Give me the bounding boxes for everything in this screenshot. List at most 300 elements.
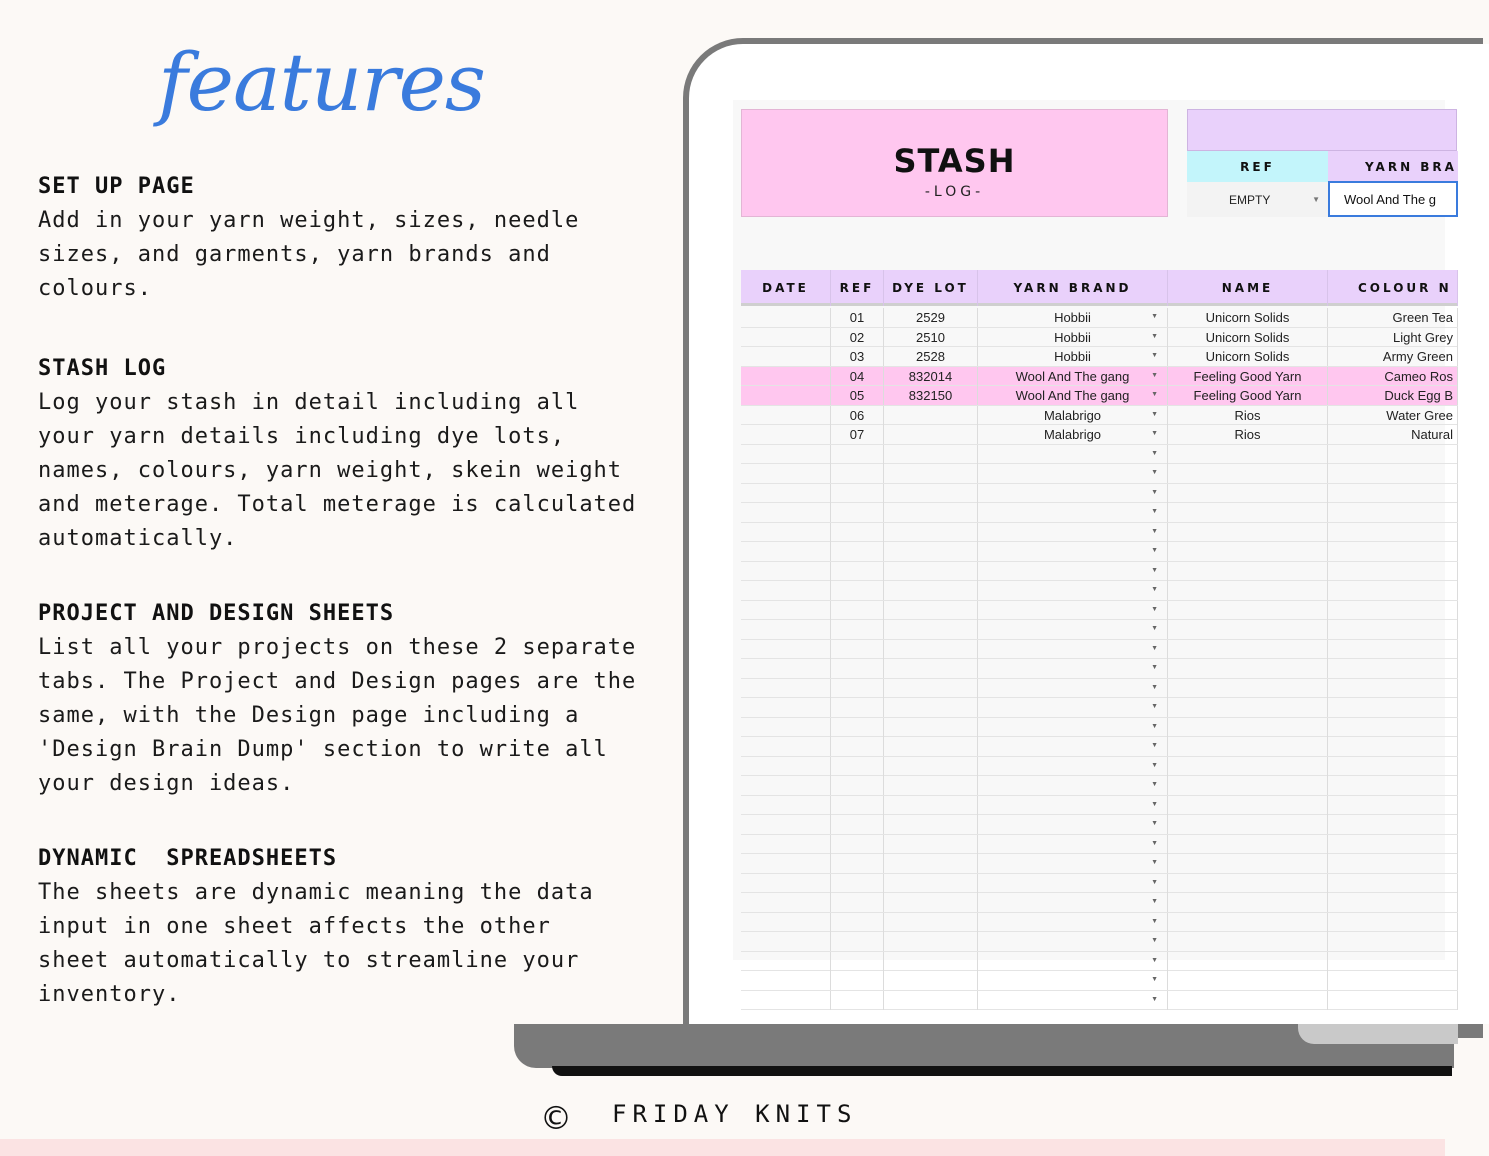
chevron-down-icon[interactable]: ▼ <box>1151 839 1158 847</box>
cell-colour[interactable] <box>1328 893 1458 912</box>
cell-colour[interactable] <box>1328 328 1458 347</box>
cell-colour[interactable] <box>1328 620 1458 639</box>
cell-name[interactable] <box>1168 679 1328 698</box>
cell-date[interactable] <box>741 815 831 834</box>
cell-name[interactable] <box>1168 562 1328 581</box>
chevron-down-icon[interactable]: ▼ <box>1151 742 1158 749</box>
cell-date[interactable] <box>741 406 831 425</box>
table-row <box>741 484 1458 504</box>
chevron-down-icon[interactable]: ▼ <box>1151 605 1158 613</box>
cell-dye-lot[interactable] <box>884 581 978 600</box>
cell-ref[interactable] <box>831 367 884 386</box>
cell-yarn-brand[interactable] <box>978 913 1168 932</box>
bottom-band <box>0 1139 1445 1156</box>
cell-dye-lot[interactable] <box>884 893 978 912</box>
cell-name[interactable] <box>1168 367 1328 386</box>
chevron-down-icon[interactable]: ▼ <box>1151 878 1158 886</box>
cell-dye-lot[interactable] <box>884 406 978 425</box>
cell-colour[interactable] <box>1328 386 1458 405</box>
cell-date[interactable] <box>741 932 831 951</box>
cell-date[interactable] <box>741 464 831 483</box>
cell-date[interactable] <box>741 601 831 620</box>
cell-colour[interactable] <box>1328 835 1458 854</box>
cell-dye-lot[interactable] <box>884 854 978 873</box>
chevron-down-icon[interactable]: ▼ <box>1151 449 1158 457</box>
chevron-down-icon[interactable]: ▼ <box>1151 625 1158 632</box>
cell-ref[interactable] <box>831 328 884 347</box>
chevron-down-icon[interactable]: ▼ <box>1151 722 1158 730</box>
cell-yarn-brand[interactable] <box>978 484 1168 503</box>
cell-date[interactable] <box>741 776 831 795</box>
cell-ref[interactable] <box>831 542 884 561</box>
cell-date[interactable] <box>741 659 831 678</box>
cell-ref[interactable] <box>831 913 884 932</box>
cell-ref[interactable] <box>831 406 884 425</box>
cell-date[interactable] <box>741 523 831 542</box>
cell-ref[interactable] <box>831 952 884 971</box>
cell-date[interactable] <box>741 620 831 639</box>
cell-ref[interactable] <box>831 796 884 815</box>
cell-name[interactable] <box>1168 718 1328 737</box>
cell-yarn-brand[interactable] <box>978 835 1168 854</box>
cell-ref[interactable] <box>831 503 884 522</box>
cell-yarn-brand[interactable] <box>978 659 1168 678</box>
table-row <box>741 503 1458 523</box>
cell-date[interactable] <box>741 796 831 815</box>
cell-colour[interactable] <box>1328 503 1458 522</box>
cell-yarn-brand[interactable] <box>978 952 1168 971</box>
chevron-down-icon[interactable]: ▼ <box>1151 469 1158 476</box>
chevron-down-icon[interactable]: ▼ <box>1151 898 1158 905</box>
cell-colour[interactable] <box>1328 562 1458 581</box>
cell-colour[interactable] <box>1328 854 1458 873</box>
feature-line: Add in your yarn weight, sizes, needle <box>38 208 580 233</box>
cell-date[interactable] <box>741 698 831 717</box>
cell-yarn-brand[interactable] <box>978 854 1168 873</box>
cell-name[interactable] <box>1168 464 1328 483</box>
cell-dye-lot-text: 2529 <box>916 310 945 325</box>
cell-dye-lot[interactable] <box>884 328 978 347</box>
chevron-down-icon[interactable]: ▼ <box>1151 800 1158 808</box>
cell-colour[interactable] <box>1328 542 1458 561</box>
chevron-down-icon[interactable]: ▼ <box>1151 508 1158 515</box>
cell-date[interactable] <box>741 581 831 600</box>
cell-date[interactable] <box>741 445 831 464</box>
cell-name-text: Unicorn Solids <box>1205 329 1290 345</box>
table-row <box>741 698 1458 718</box>
cell-name[interactable] <box>1168 874 1328 893</box>
chevron-down-icon[interactable]: ▼ <box>1151 332 1158 340</box>
cell-colour-text: Light Grey <box>1393 329 1453 345</box>
chevron-down-icon[interactable]: ▼ <box>1151 976 1158 983</box>
cell-name[interactable] <box>1168 776 1328 795</box>
cell-yarn-brand[interactable] <box>978 464 1168 483</box>
chevron-down-icon[interactable]: ▼ <box>1151 761 1158 769</box>
cell-name[interactable] <box>1168 523 1328 542</box>
chevron-down-icon[interactable]: ▼ <box>1151 488 1158 496</box>
cell-name[interactable] <box>1168 815 1328 834</box>
cell-colour[interactable] <box>1328 874 1458 893</box>
cell-name[interactable] <box>1168 328 1328 347</box>
cell-colour[interactable] <box>1328 796 1458 815</box>
cell-name[interactable] <box>1168 445 1328 464</box>
cell-date[interactable] <box>741 991 831 1010</box>
table-row <box>741 542 1458 562</box>
table-row <box>741 562 1458 582</box>
cell-yarn-brand[interactable] <box>978 679 1168 698</box>
cell-colour[interactable] <box>1328 679 1458 698</box>
cell-colour[interactable] <box>1328 523 1458 542</box>
cell-date[interactable] <box>741 854 831 873</box>
cell-dye-lot[interactable] <box>884 679 978 698</box>
chevron-down-icon[interactable]: ▼ <box>1151 586 1158 593</box>
cell-ref[interactable] <box>831 308 884 327</box>
cell-dye-lot[interactable] <box>884 347 978 366</box>
chevron-down-icon[interactable]: ▼ <box>1151 644 1158 652</box>
cell-name[interactable] <box>1168 913 1328 932</box>
cell-dye-lot[interactable] <box>884 484 978 503</box>
cell-yarn-brand[interactable] <box>978 698 1168 717</box>
cell-date[interactable] <box>741 952 831 971</box>
table-row <box>741 620 1458 640</box>
table-row <box>741 991 1458 1011</box>
cell-date[interactable] <box>741 328 831 347</box>
cell-colour-text: Duck Egg B <box>1384 388 1453 403</box>
cell-yarn-brand[interactable] <box>978 815 1168 834</box>
cell-yarn-brand[interactable] <box>978 367 1168 386</box>
cell-colour[interactable] <box>1328 367 1458 386</box>
cell-ref[interactable] <box>831 874 884 893</box>
cell-dye-lot[interactable] <box>884 386 978 405</box>
cell-colour[interactable] <box>1328 581 1458 600</box>
cell-name-text: Feeling Good Yarn <box>1193 388 1302 403</box>
cell-ref[interactable] <box>831 698 884 717</box>
cell-dye-lot[interactable] <box>884 796 978 815</box>
footer-brand: FRIDAY KNITS <box>612 1100 858 1128</box>
chevron-down-icon[interactable]: ▼ <box>1151 683 1158 691</box>
cell-name[interactable] <box>1168 406 1328 425</box>
cell-colour[interactable] <box>1328 991 1458 1010</box>
cell-yarn-brand[interactable] <box>978 308 1168 327</box>
cell-colour[interactable] <box>1328 640 1458 659</box>
cell-ref[interactable] <box>831 776 884 795</box>
cell-name[interactable] <box>1168 991 1328 1010</box>
table-row <box>741 854 1458 874</box>
cell-ref[interactable] <box>831 484 884 503</box>
table-row <box>741 776 1458 796</box>
cell-date[interactable] <box>741 835 831 854</box>
cell-colour[interactable] <box>1328 815 1458 834</box>
cell-yarn-brand[interactable] <box>978 932 1168 951</box>
cell-colour[interactable] <box>1328 932 1458 951</box>
cell-dye-lot[interactable] <box>884 718 978 737</box>
chevron-down-icon[interactable]: ▼ <box>1151 820 1158 827</box>
stash-title-banner <box>741 109 1168 217</box>
table-row <box>741 386 1458 406</box>
chevron-down-icon[interactable]: ▼ <box>1151 937 1158 944</box>
cell-colour[interactable] <box>1328 601 1458 620</box>
filter-brand-header: YARN BRA <box>1328 151 1458 182</box>
chevron-down-icon[interactable]: ▼ <box>1151 566 1158 574</box>
feature-line: your design ideas. <box>38 771 295 796</box>
chevron-down-icon[interactable]: ▼ <box>1151 430 1158 437</box>
cell-dye-lot[interactable] <box>884 757 978 776</box>
chevron-down-icon[interactable]: ▼ <box>1151 547 1158 554</box>
chevron-down-icon[interactable]: ▼ <box>1151 664 1158 671</box>
cell-yarn-brand[interactable] <box>978 620 1168 639</box>
cell-name[interactable] <box>1168 542 1328 561</box>
cell-ref[interactable] <box>831 464 884 483</box>
cell-colour[interactable] <box>1328 484 1458 503</box>
cell-ref[interactable] <box>831 757 884 776</box>
feature-project-design <box>38 597 638 801</box>
cell-ref[interactable] <box>831 971 884 990</box>
cell-date[interactable] <box>741 737 831 756</box>
cell-ref[interactable] <box>831 932 884 951</box>
cell-dye-lot[interactable] <box>884 425 978 444</box>
cell-dye-lot[interactable] <box>884 601 978 620</box>
cell-date[interactable] <box>741 874 831 893</box>
cell-colour[interactable] <box>1328 952 1458 971</box>
cell-dye-lot[interactable] <box>884 445 978 464</box>
cell-yarn-brand[interactable] <box>978 893 1168 912</box>
cell-date[interactable] <box>741 386 831 405</box>
cell-yarn-brand[interactable] <box>978 718 1168 737</box>
cell-name[interactable] <box>1168 503 1328 522</box>
cell-colour[interactable] <box>1328 913 1458 932</box>
cell-dye-lot[interactable] <box>884 640 978 659</box>
chevron-down-icon[interactable]: ▼ <box>1151 371 1158 379</box>
feature-title: SET UP PAGE <box>38 174 195 199</box>
cell-dye-lot[interactable] <box>884 523 978 542</box>
cell-ref[interactable] <box>831 854 884 873</box>
cell-yarn-brand[interactable] <box>978 991 1168 1010</box>
cell-colour[interactable] <box>1328 698 1458 717</box>
cell-yarn-brand[interactable] <box>978 640 1168 659</box>
cell-dye-lot[interactable] <box>884 874 978 893</box>
cell-name[interactable] <box>1168 932 1328 951</box>
cell-yarn-brand[interactable] <box>978 542 1168 561</box>
cell-dye-lot[interactable] <box>884 952 978 971</box>
cell-name-text: Rios <box>1234 427 1261 442</box>
cell-ref[interactable] <box>831 815 884 834</box>
cell-dye-lot[interactable] <box>884 659 978 678</box>
feature-line: Log your stash in detail including all <box>38 390 580 415</box>
cell-date[interactable] <box>741 679 831 698</box>
cell-colour[interactable] <box>1328 308 1458 327</box>
cell-name[interactable] <box>1168 854 1328 873</box>
cell-name[interactable] <box>1168 620 1328 639</box>
cell-yarn-brand[interactable] <box>978 757 1168 776</box>
table-row <box>741 523 1458 543</box>
cell-date[interactable] <box>741 562 831 581</box>
cell-dye-lot[interactable] <box>884 464 978 483</box>
cell-date[interactable] <box>741 893 831 912</box>
cell-name[interactable] <box>1168 796 1328 815</box>
cell-colour[interactable] <box>1328 737 1458 756</box>
cell-ref[interactable] <box>831 835 884 854</box>
cell-colour[interactable] <box>1328 445 1458 464</box>
cell-yarn-brand[interactable] <box>978 445 1168 464</box>
cell-colour[interactable] <box>1328 757 1458 776</box>
cell-date[interactable] <box>741 308 831 327</box>
cell-yarn-brand[interactable] <box>978 386 1168 405</box>
chevron-down-icon[interactable]: ▼ <box>1151 859 1158 866</box>
sheet-title: STASH <box>893 142 1016 180</box>
cell-ref[interactable] <box>831 601 884 620</box>
cell-date[interactable] <box>741 718 831 737</box>
cell-yarn-brand[interactable] <box>978 503 1168 522</box>
cell-dye-lot[interactable] <box>884 815 978 834</box>
cell-date[interactable] <box>741 971 831 990</box>
cell-dye-lot[interactable] <box>884 991 978 1010</box>
cell-name[interactable] <box>1168 425 1328 444</box>
laptop-base-notch <box>1298 1024 1458 1044</box>
cell-dye-lot[interactable] <box>884 308 978 327</box>
cell-yarn-brand[interactable] <box>978 406 1168 425</box>
cell-name[interactable] <box>1168 952 1328 971</box>
cell-ref[interactable] <box>831 620 884 639</box>
table-row <box>741 913 1458 933</box>
cell-dye-lot[interactable] <box>884 562 978 581</box>
cell-colour[interactable] <box>1328 659 1458 678</box>
feature-title: STASH LOG <box>38 356 167 381</box>
cell-yarn-brand[interactable] <box>978 971 1168 990</box>
cell-yarn-brand-text: Hobbii <box>1054 349 1091 364</box>
cell-name[interactable] <box>1168 386 1328 405</box>
cell-colour[interactable] <box>1328 718 1458 737</box>
cell-dye-lot[interactable] <box>884 971 978 990</box>
cell-ref-text: 06 <box>849 407 865 423</box>
cell-ref[interactable] <box>831 718 884 737</box>
chevron-down-icon[interactable]: ▼ <box>1151 391 1158 398</box>
cell-ref[interactable] <box>831 640 884 659</box>
cell-dye-lot[interactable] <box>884 542 978 561</box>
cell-date[interactable] <box>741 542 831 561</box>
cell-date[interactable] <box>741 484 831 503</box>
cell-colour[interactable] <box>1328 464 1458 483</box>
cell-ref[interactable] <box>831 347 884 366</box>
cell-ref[interactable] <box>831 659 884 678</box>
cell-ref[interactable] <box>831 445 884 464</box>
cell-colour[interactable] <box>1328 776 1458 795</box>
cell-dye-lot[interactable] <box>884 698 978 717</box>
chevron-down-icon[interactable]: ▼ <box>1151 352 1158 359</box>
cell-ref-text: 07 <box>849 427 865 442</box>
cell-name[interactable] <box>1168 308 1328 327</box>
cell-name[interactable] <box>1168 347 1328 366</box>
cell-yarn-brand[interactable] <box>978 796 1168 815</box>
feature-line: inventory. <box>38 982 181 1007</box>
cell-dye-lot[interactable] <box>884 620 978 639</box>
chevron-down-icon[interactable]: ▼ <box>1151 703 1158 710</box>
cell-yarn-brand[interactable] <box>978 737 1168 756</box>
chevron-down-icon[interactable]: ▼ <box>1151 781 1158 788</box>
cell-yarn-brand[interactable] <box>978 874 1168 893</box>
cell-name[interactable] <box>1168 757 1328 776</box>
chevron-down-icon[interactable]: ▼ <box>1151 956 1158 964</box>
cell-name[interactable] <box>1168 698 1328 717</box>
cell-name[interactable] <box>1168 737 1328 756</box>
cell-ref[interactable] <box>831 581 884 600</box>
cell-colour[interactable] <box>1328 425 1458 444</box>
filter-ref-dropdown[interactable] <box>1187 182 1328 217</box>
cell-ref[interactable] <box>831 562 884 581</box>
feature-line: names, colours, yarn weight, skein weight <box>38 458 623 483</box>
chevron-down-icon[interactable]: ▼ <box>1151 410 1158 418</box>
cell-date[interactable] <box>741 347 831 366</box>
cell-dye-lot[interactable] <box>884 776 978 795</box>
cell-colour[interactable] <box>1328 971 1458 990</box>
cell-date[interactable] <box>741 503 831 522</box>
filter-brand-cell[interactable]: Wool And The g <box>1328 181 1458 217</box>
cell-ref[interactable] <box>831 991 884 1010</box>
cell-colour-text: Water Gree <box>1386 407 1453 423</box>
cell-name[interactable] <box>1168 893 1328 912</box>
cell-yarn-brand[interactable] <box>978 347 1168 366</box>
cell-yarn-brand[interactable] <box>978 562 1168 581</box>
cell-name[interactable] <box>1168 640 1328 659</box>
cell-date[interactable] <box>741 640 831 659</box>
cell-dye-lot[interactable] <box>884 503 978 522</box>
cell-colour[interactable] <box>1328 406 1458 425</box>
cell-yarn-brand-text: Wool And The gang <box>1015 388 1130 403</box>
cell-ref[interactable] <box>831 386 884 405</box>
cell-colour-text: Green Tea <box>1392 310 1453 325</box>
feature-line: your yarn details including dye lots, <box>38 424 566 449</box>
cell-yarn-brand[interactable] <box>978 425 1168 444</box>
cell-dye-lot[interactable] <box>884 367 978 386</box>
cell-ref[interactable] <box>831 737 884 756</box>
table-row <box>741 445 1458 465</box>
cell-yarn-brand[interactable] <box>978 601 1168 620</box>
cell-name[interactable] <box>1168 484 1328 503</box>
cell-name[interactable] <box>1168 835 1328 854</box>
cell-yarn-brand[interactable] <box>978 328 1168 347</box>
cell-name[interactable] <box>1168 659 1328 678</box>
cell-yarn-brand[interactable] <box>978 581 1168 600</box>
cell-name[interactable] <box>1168 581 1328 600</box>
cell-date[interactable] <box>741 757 831 776</box>
cell-ref[interactable] <box>831 893 884 912</box>
cell-dye-lot[interactable] <box>884 835 978 854</box>
feature-line: colours. <box>38 276 152 301</box>
cell-ref[interactable] <box>831 523 884 542</box>
chevron-down-icon[interactable]: ▼ <box>1151 917 1158 925</box>
column-header-dye-lot: DYE LOT <box>884 270 978 306</box>
cell-date[interactable] <box>741 425 831 444</box>
chevron-down-icon[interactable]: ▼ <box>1151 995 1158 1003</box>
cell-yarn-brand[interactable] <box>978 523 1168 542</box>
cell-ref[interactable] <box>831 425 884 444</box>
cell-ref[interactable] <box>831 679 884 698</box>
cell-yarn-brand[interactable] <box>978 776 1168 795</box>
chevron-down-icon[interactable]: ▼ <box>1151 313 1158 320</box>
cell-dye-lot[interactable] <box>884 932 978 951</box>
cell-dye-lot[interactable] <box>884 737 978 756</box>
cell-dye-lot[interactable] <box>884 913 978 932</box>
cell-date[interactable] <box>741 367 831 386</box>
cell-date[interactable] <box>741 913 831 932</box>
cell-yarn-brand-text: Malabrigo <box>1043 407 1102 423</box>
cell-colour-text: Cameo Ros <box>1384 368 1453 384</box>
cell-ref-text: 03 <box>849 349 865 364</box>
chevron-down-icon[interactable]: ▼ <box>1151 527 1158 535</box>
cell-name[interactable] <box>1168 601 1328 620</box>
cell-colour[interactable] <box>1328 347 1458 366</box>
cell-name[interactable] <box>1168 971 1328 990</box>
column-header-date: DATE <box>741 270 831 306</box>
